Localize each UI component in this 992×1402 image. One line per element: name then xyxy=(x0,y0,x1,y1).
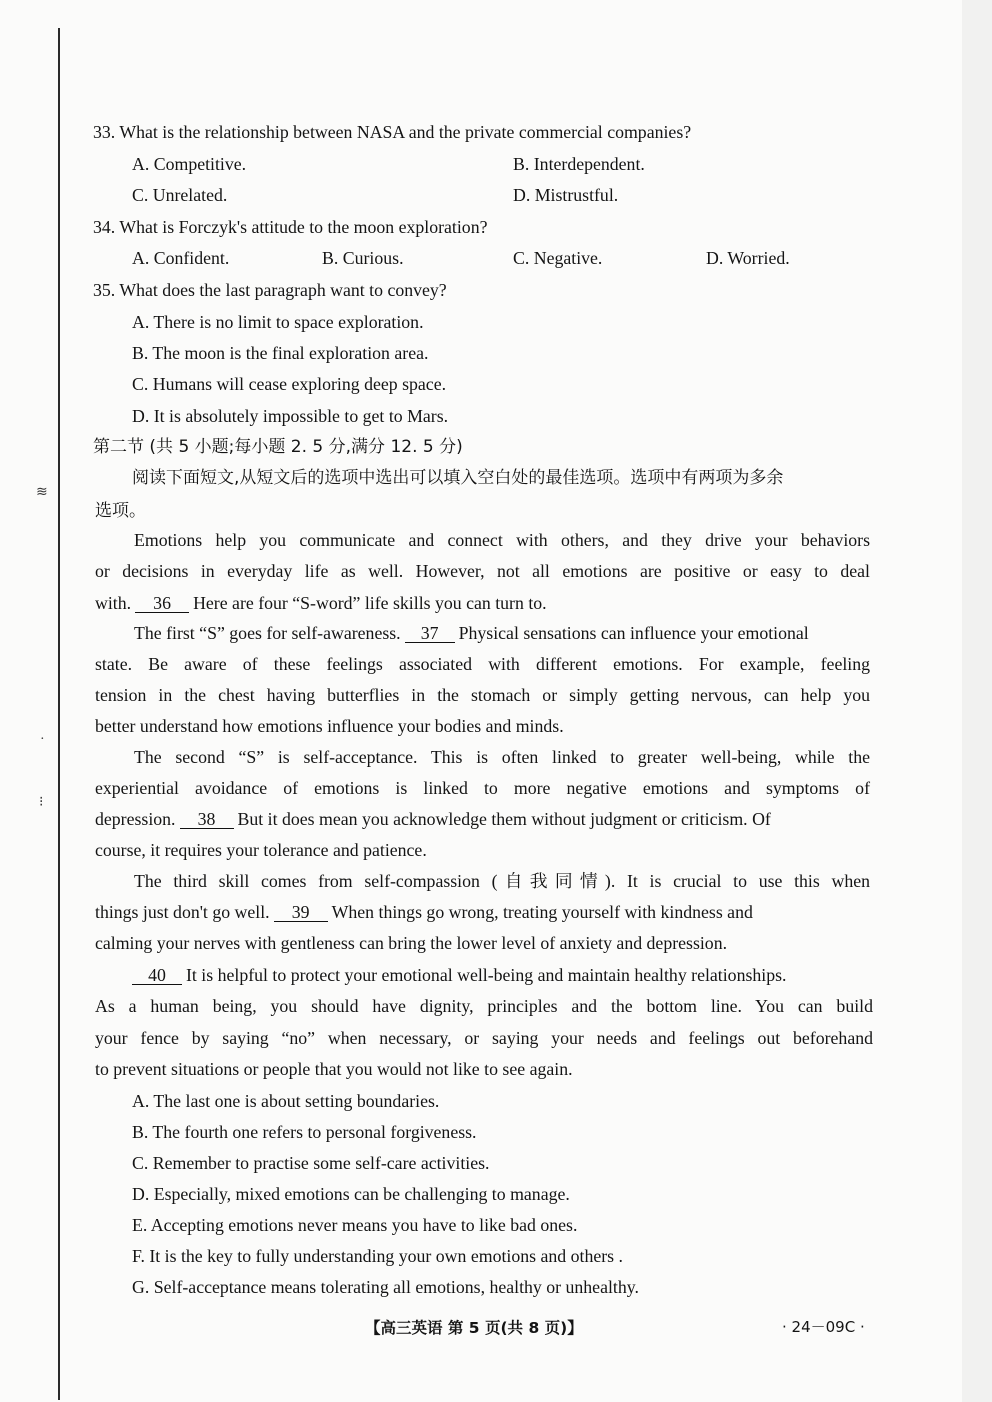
passage-line: The second “S” is self-acceptance. This is often linked to greater well-being, while the xyxy=(134,747,870,767)
section-instruction: 选项。 xyxy=(95,501,146,521)
q35-option-c: C. Humans will cease exploring deep space. xyxy=(132,374,447,394)
passage-line: calming your nerves with gentleness can bring the lower level of anxiety and depression. xyxy=(95,933,728,953)
passage-line: Emotions help you communicate and connect with others, and they drive your behaviors xyxy=(134,530,870,550)
passage-line: experiential avoidance of emotions is linked to more negative emotions and symptoms of xyxy=(95,778,870,798)
q35-option-d: D. It is absolutely impossible to get to Mars. xyxy=(132,406,449,426)
q34-option-d: D. Worried. xyxy=(706,248,790,268)
choice-f: F. It is the key to fully understanding your own emotions and others . xyxy=(132,1246,623,1266)
passage-line: As a human being, you should have dignity, principles and the bottom line. You can build xyxy=(95,996,873,1016)
blank-39: 39 xyxy=(274,903,328,922)
choice-a: A. The last one is about setting boundaries. xyxy=(132,1091,440,1111)
passage-line: The third skill comes from self-compassion (自我同情). It is crucial to use this when xyxy=(134,871,870,891)
passage-line: The first “S” goes for self-awareness. 37 Physical sensations can influence your emotional xyxy=(134,623,809,643)
passage-line: course, it requires your tolerance and patience. xyxy=(95,840,427,860)
binding-margin-line xyxy=(58,28,60,1400)
blank-38: 38 xyxy=(180,810,234,829)
section-instruction: 阅读下面短文,从短文后的选项中选出可以填入空白处的最佳选项。选项中有两项为多余 xyxy=(132,468,784,488)
choice-c: C. Remember to practise some self-care activities. xyxy=(132,1153,490,1173)
choice-d: D. Especially, mixed emotions can be challenging to manage. xyxy=(132,1184,570,1204)
passage-line: your fence by saying “no” when necessary, or saying your needs and feelings out beforehand xyxy=(95,1028,873,1048)
q35-option-a: A. There is no limit to space exploration. xyxy=(132,312,424,332)
choice-e: E. Accepting emotions never means you have to like bad ones. xyxy=(132,1215,578,1235)
passage-line: with. 36 Here are four “S-word” life skills you can turn to. xyxy=(95,593,547,613)
passage-line: 40 It is helpful to protect your emotional well-being and maintain healthy relationships. xyxy=(132,964,786,986)
q34-option-c: C. Negative. xyxy=(513,248,603,268)
passage-line: tension in the chest having butterflies in the stomach or simply getting nervous, can help you xyxy=(95,685,870,705)
passage-line: to prevent situations or people that you would not like to see again. xyxy=(95,1059,573,1079)
question-33-stem: 33. What is the relationship between NASA and the private commercial companies? xyxy=(93,122,692,142)
exam-code: · 24－09C · xyxy=(782,1318,865,1336)
passage-line: things just don't go well. 39 When things go wrong, treating yourself with kindness and xyxy=(95,902,753,922)
blank-36: 36 xyxy=(135,594,189,613)
q34-option-b: B. Curious. xyxy=(322,248,404,268)
margin-mark: · xyxy=(40,732,45,747)
q33-option-c: C. Unrelated. xyxy=(132,185,228,205)
margin-mark: ⁝ xyxy=(39,795,44,810)
question-34-stem: 34. What is Forczyk's attitude to the moon exploration? xyxy=(93,217,488,237)
question-35-stem: 35. What does the last paragraph want to convey? xyxy=(93,280,447,300)
choice-b: B. The fourth one refers to personal forgiveness. xyxy=(132,1122,477,1142)
margin-mark: ≋ xyxy=(36,485,48,500)
passage-line: depression. 38 But it does mean you acknowledge them without judgment or criticism. Of xyxy=(95,809,771,829)
choice-g: G. Self-acceptance means tolerating all emotions, healthy or unhealthy. xyxy=(132,1277,639,1297)
page-footer-label: 【高三英语 第 5 页(共 8 页)】 xyxy=(365,1319,583,1337)
q35-option-b: B. The moon is the final exploration area. xyxy=(132,343,429,363)
q33-option-d: D. Mistrustful. xyxy=(513,185,619,205)
passage-line: state. Be aware of these feelings associated with different emotions. For example, feeling xyxy=(95,654,870,674)
q33-option-a: A. Competitive. xyxy=(132,154,247,174)
q34-option-a: A. Confident. xyxy=(132,248,230,268)
q33-option-b: B. Interdependent. xyxy=(513,154,645,174)
section-heading: 第二节 (共 5 小题;每小题 2. 5 分,满分 12. 5 分) xyxy=(93,437,463,457)
page-edge-shadow xyxy=(962,0,992,1402)
passage-line: or decisions in everyday life as well. However, not all emotions are positive or easy to deal xyxy=(95,561,870,581)
blank-37: 37 xyxy=(405,624,455,643)
blank-40: 40 xyxy=(132,966,182,985)
passage-line: better understand how emotions influence your bodies and minds. xyxy=(95,716,564,736)
